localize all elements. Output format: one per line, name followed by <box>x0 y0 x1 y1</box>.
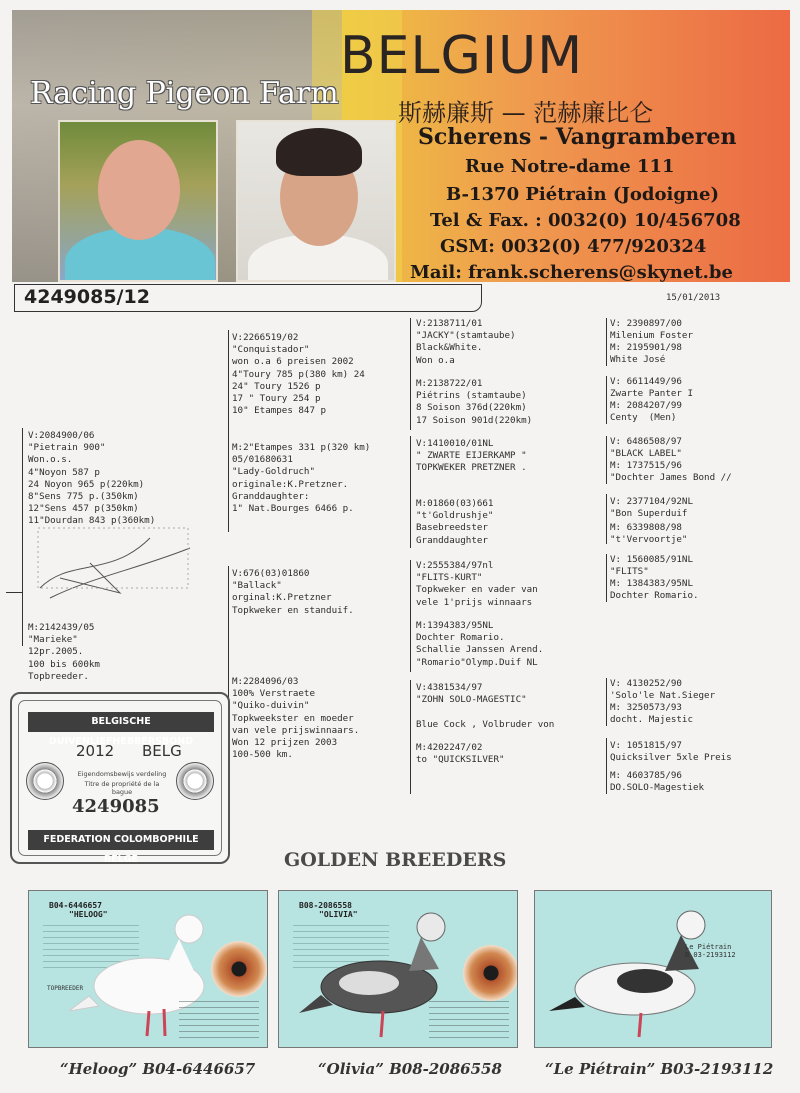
pedigree-mf: V:676(03)01860 "Ballack" orginal:K.Pretzner Topkweker en standuif. <box>232 568 354 616</box>
pedigree-bracket <box>606 494 607 544</box>
stamp-year: 2012 <box>76 742 115 760</box>
caption-heloog: “Heloog” B04-6446657 <box>60 1060 256 1078</box>
pedigree-gen4: M: 1737515/96 "Dochter James Bond // <box>610 460 732 484</box>
pedigree-gen4: M: 6339808/98 "t'Vervoortje" <box>610 522 688 546</box>
caption-olivia: “Olivia” B08-2086558 <box>318 1060 502 1078</box>
pedigree-gen4: V: 4130252/90 'Solo'le Nat.Sieger <box>610 678 716 702</box>
stamp-line-2: Titre de propriété de la bague <box>84 780 160 796</box>
pedigree-mfm: M:1394383/95NL Dochter Romario. Schallie Janssen Arend. "Romario"Olymp.Duif NL <box>416 620 544 668</box>
address-city: B-1370 Piétrain (Jodoigne) <box>446 184 719 205</box>
pedigree-ffm: M:2138722/01 Piétrins (stamtaube) 8 Soison 376d(220km) 17 Soison 901d(220km) <box>416 378 533 426</box>
phone-fax: Tel & Fax. : 0032(0) 10/456708 <box>430 210 741 231</box>
pedigree-bracket <box>606 376 607 424</box>
pedigree-bracket <box>410 560 411 672</box>
pied-pigeon-icon <box>545 899 715 1047</box>
breeder-card-olivia: B08-2086558 "OLIVIA" <box>278 890 518 1048</box>
pedigree-gen4: V: 1560085/91NL "FLITS" <box>610 554 693 578</box>
pedigree-fff: V:2138711/01 "JACKY"(stamtaube) Black&White. Won o.a <box>416 318 516 366</box>
pedigree-bracket <box>606 318 607 366</box>
rosette-icon <box>176 762 214 800</box>
owner-photo-older-man <box>58 120 218 282</box>
mobile-phone: GSM: 0032(0) 477/920324 <box>440 236 707 257</box>
pedigree-bracket <box>606 738 607 794</box>
pedigree-mmm: M:4202247/02 to "QUICKSILVER" <box>416 742 505 766</box>
pedigree-bracket <box>22 428 23 646</box>
pedigree-bracket <box>410 318 411 430</box>
pedigree-gen4: V: 6611449/96 Zwarte Panter I <box>610 376 693 400</box>
card-address-text <box>429 1001 509 1041</box>
pigeon-eye-icon <box>211 941 267 997</box>
owner-photo-younger-man <box>236 120 396 282</box>
pedigree-fmf: V:1410010/01NL " ZWARTE EIJERKAMP " TOPKWEKER PRETZNER . <box>416 438 527 474</box>
pedigree-fmm: M:01860(03)661 "t'Goldrushje" Basebreedster Granddaughter <box>416 498 494 546</box>
pedigree-gen4: V: 2377104/92NL "Bon Superduif <box>610 496 693 520</box>
pedigree-gen4: M: 2195901/98 White José <box>610 342 682 366</box>
pedigree-bracket <box>410 436 411 548</box>
stamp-line-1: Eigendomsbewijs verdeling <box>77 770 167 778</box>
breeder-card-le-pietrain <box>534 890 772 1048</box>
pedigree-gen4: M: 1384383/95NL Dochter Romario. <box>610 578 699 602</box>
stamp-top-band: BELGISCHE DUIVENLIEFHEBBERSBOND <box>28 712 214 732</box>
pedigree-bracket <box>410 680 411 794</box>
rosette-icon <box>26 762 64 800</box>
pedigree-gen4: V: 2390897/00 Milenium Foster <box>610 318 693 342</box>
stamp-country: BELG <box>142 742 182 760</box>
pedigree-line <box>6 592 22 593</box>
signature-scribble <box>30 518 200 608</box>
ring-number: 4249085/12 <box>24 286 150 308</box>
stamp-number: 4249085 <box>72 796 160 817</box>
card-label: Le Piétrain B 03-2193112 <box>685 943 736 959</box>
pedigree-mm: M:2284096/03 100% Verstraete "Quiko-duivin" Topkweekster en moeder van vele prijswinnaars. Won 12 prijzen 2003 100-500 km. <box>232 676 360 761</box>
pedigree-gen4: M: 4603785/96 DO.SOLO-Magestiek <box>610 770 705 794</box>
document-date: 15/01/2013 <box>666 293 721 303</box>
breeder-card-heloog: B04-6446657 "HELOOG" TOPBREEDER <box>28 890 268 1048</box>
email-address: Mail: frank.scherens@skynet.be <box>410 262 733 283</box>
pedigree-gen4: M: 2084207/99 Centy (Men) <box>610 400 682 424</box>
pedigree-gen4: V: 6486508/97 "BLACK LABEL" <box>610 436 682 460</box>
pedigree-mother: M:2142439/05 "Marieke" 12pr.2005. 100 bis 600km Topbreeder. <box>28 622 100 682</box>
owner-names: Scherens - Vangramberen <box>418 124 737 150</box>
address-street: Rue Notre-dame 111 <box>465 156 675 177</box>
farm-name: Racing Pigeon Farm <box>30 76 339 111</box>
pedigree-gen4: M: 3250573/93 docht. Majestic <box>610 702 693 726</box>
pigeon-eye-icon <box>463 945 518 1001</box>
pedigree-bracket <box>228 330 229 532</box>
chinese-name: 斯赫廉斯 — 范赫廉比仑 <box>398 99 654 127</box>
country-title: BELGIUM <box>340 26 584 86</box>
pedigree-ff: V:2266519/02 "Conquistador" won o.a 6 preisen 2002 4"Toury 785 p(380 km) 24 24" Toury 1526 p 17 " Toury 254 p 10" Etampes 847 p <box>232 332 365 417</box>
pedigree-bracket <box>606 678 607 726</box>
pedigree-mmf: V:4381534/97 "ZOHN SOLO-MAGESTIC" Blue Cock , Volbruder von <box>416 682 555 730</box>
pedigree-father: V:2084900/06 "Pietrain 900" Won.o.s. 4"Noyon 587 p 24 Noyon 965 p(220km) 8"Sens 775 p.(350km) 12"Sens 457 p(350km) 11"Dourdan 843 p(360km) <box>28 430 156 527</box>
card-address-text <box>179 1001 259 1041</box>
stamp-bottom-band: FEDERATION COLOMBOPHILE BELGE <box>28 830 214 850</box>
pedigree-fm: M:2"Etampes 331 p(320 km) 05/01680631 "Lady-Goldruch" originale:K.Pretzner. Granddaughter: 1" Nat.Bourges 6466 p. <box>232 442 371 515</box>
pedigree-bracket <box>606 436 607 484</box>
ring-certificate-stamp <box>10 692 230 864</box>
pedigree-bracket <box>606 554 607 602</box>
caption-le-pietrain: “Le Piétrain” B03-2193112 <box>545 1060 774 1078</box>
golden-breeders-title: GOLDEN BREEDERS <box>284 849 507 871</box>
pedigree-gen4: V: 1051815/97 Quicksilver 5xle Preis <box>610 740 732 764</box>
pedigree-mff: V:2555384/97nl "FLITS-KURT" Topkweker en vader van vele 1'prijs winnaars <box>416 560 538 608</box>
